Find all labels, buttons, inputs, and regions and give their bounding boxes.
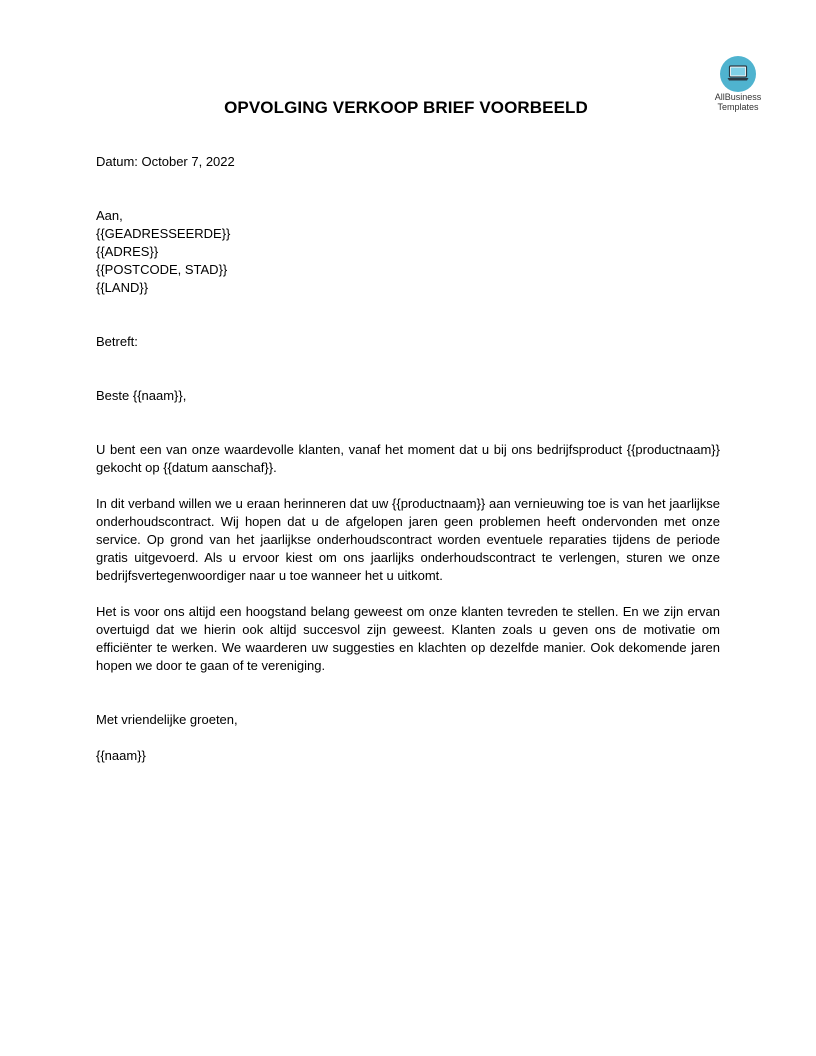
date-line: Datum: October 7, 2022 — [96, 154, 235, 169]
logo-text-line1: AllBusiness — [714, 92, 762, 102]
closing: Met vriendelijke groeten, — [96, 712, 238, 727]
signature: {{naam}} — [96, 748, 146, 763]
letter-body — [96, 153, 720, 765]
address-block — [96, 207, 720, 297]
address-country: {{LAND}} — [96, 280, 149, 295]
paragraph-3: Het is voor ons altijd een hoogstand belang geweest om onze klanten tevreden te stellen. En we zijn ervan overtuigd dat we hierin ook altijd succesvol zijn geweest. Klanten zoals u geven ons de motivatie om efficiënter te werken. We waarderen uw suggesties en klachten op dezelfde manier. Ook dekomende jaren hopen we door te gaan of te vereniging. — [96, 604, 720, 673]
paragraph-1: U bent een van onze waardevolle klanten, vanaf het moment dat u bij ons bedrijfsproduct {{productnaam}} gekocht op {{datum aanschaf}}. — [96, 442, 720, 475]
subject-line: Betreft: — [96, 334, 138, 349]
laptop-icon — [727, 65, 749, 82]
address-salutation: Aan, — [96, 208, 123, 223]
document-title: OPVOLGING VERKOOP BRIEF VOORBEELD — [224, 98, 588, 117]
greeting: Beste {{naam}}, — [96, 388, 187, 403]
paragraph-2: In dit verband willen we u eraan herinneren dat uw {{productnaam}} aan vernieuwing toe is van het jaarlijkse onderhoudscontract. Wij hopen dat u de afgelopen jaren geen problemen heeft ondervonden met onze service. Op grond van het jaarlijkse onderhoudscontract worden eventuele reparaties tijdens de periode gratis uitgevoerd. Als u ervoor kiest om ons jaarlijks onderhoudscontract te verlengen, sturen we onze bedrijfsvertegenwoordiger naar u toe wanneer het u uitkomt. — [96, 496, 720, 583]
address-recipient: {{GEADRESSEERDE}} — [96, 226, 231, 241]
logo-circle — [720, 56, 756, 92]
logo-text-line2: Templates — [717, 102, 759, 112]
address-street: {{ADRES}} — [96, 244, 159, 259]
address-postcode-city: {{POSTCODE, STAD}} — [96, 262, 228, 277]
